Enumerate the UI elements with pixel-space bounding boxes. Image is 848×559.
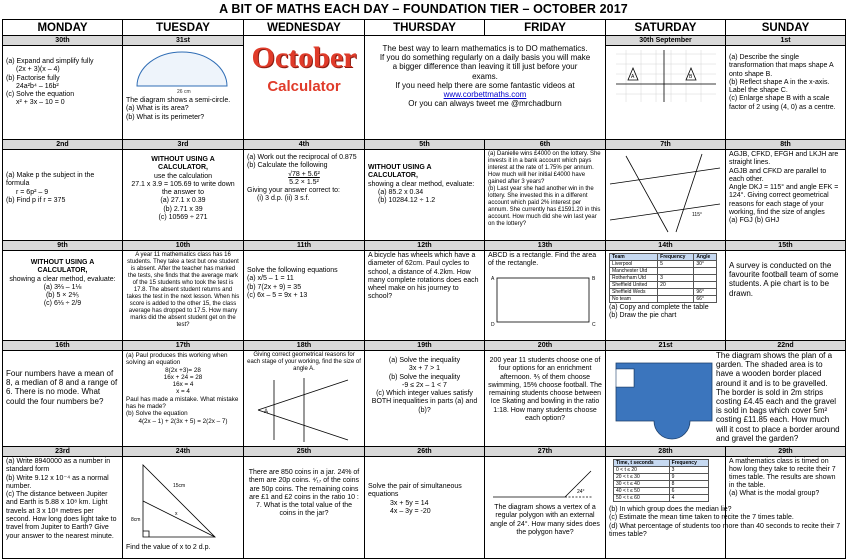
question-text: (a) Expand and simplify fully (2x + 3)(x – 4) (b) Factorise fully 24a²b⁴ – 16b² (c) Solve the equation x² + 3x – 10 = 0 [6,58,94,107]
day-cell [606,36,726,140]
question-text: (a) Describe the single transformation that maps shape A onto shape B. (b) Reflect shape A in the x-axis. Label the shape C. (c) Enlarge shape B with a scale factor of 2 using (4, 0) as a centre. [729,54,836,111]
day-header-wednesday: WEDNESDAY [244,20,365,36]
day-cell [244,241,365,341]
angle-label: 24° [577,489,585,495]
day-cell [726,36,846,140]
vertex-label: D [491,321,495,328]
angle-label: A [264,409,269,415]
parallel-lines-diagram [606,150,724,236]
diameter-label: 26 cm [177,89,191,95]
day-cell [485,447,606,559]
day-header-saturday: SATURDAY [606,20,726,36]
corbettmaths-link[interactable]: www.corbettmaths.com [443,90,527,100]
day-number: 15th [726,241,845,251]
day-cell [726,241,846,341]
day-cell [123,36,244,140]
day-number: 27th [485,447,605,457]
vertex-label: B [592,275,596,282]
right-triangle-diagram [123,457,241,543]
day-cell [365,140,485,241]
day-cell [365,447,485,559]
frequency-table [609,253,717,303]
table-row: 0 < t ≤ 20 3 [614,467,709,474]
vertex-label: A [491,275,495,282]
calendar-grid [2,19,846,559]
day-number: 3rd [123,140,243,150]
question-content: Team Frequency Angle Liverpool 5 30° Manchester Utd Rotherham Utd 3 Sheffield United 20 Sheffield Weds 96° No team 66° (a) Copy and complete the table (b) Draw the pie chart [606,251,725,322]
table-row: 40 < t ≤ 50 6 [614,488,709,495]
day-number: 16th [3,341,122,351]
week-row-1 [3,36,846,140]
polygon-vertex-diagram [485,457,603,503]
day-number: 20th [485,341,605,351]
semicircle-diagram [123,46,241,96]
question-text: WITHOUT USING A CALCULATOR, showing a clear method, evaluate: (a) 3⅔ – 1⅛ (b) 5 × 2⅘ (c) 6⅓ ÷ 2/9 [9,259,116,308]
question-text: Find the value of x to 2 d.p. [126,544,211,551]
question-text: The diagram shows the plan of a garden. The shaded area is to have a wooden border placed around it and is to be gravelled. The border is sold in 2m strips costing £4.45 each and the gravel is sold in bags which cover 5m² costing £11.85 each. How much will it cost to place a border around and gravel the garden? [716,351,840,443]
day-number: 12th [365,241,484,251]
october-logo: October [251,41,357,74]
day-cell [485,341,606,447]
question-text: ABCD is a rectangle. Find the area of the rectangle. [488,252,597,268]
question-content [606,457,725,504]
vertex-label: C [592,321,596,328]
question-text: A survey is conducted on the favourite football team of some students. A pie chart is to be drawn. [729,261,839,298]
day-number-pair [606,341,845,350]
day-number: 24th [123,447,243,457]
week-row-4 [3,341,846,447]
day-cell [3,341,123,447]
rectangle-diagram [485,270,603,330]
day-header-sunday: SUNDAY [726,20,846,36]
question-text: A bicycle has wheels which have a diameter of 62cm. Paul cycles to school, a distance of 4.2km. How many complete rotations does each wheel make on his journey to school? [368,252,479,301]
garden-plan-diagram [612,359,716,427]
day-number: 25th [244,447,364,457]
day-cell [726,447,846,559]
table-row: 30 < t ≤ 40 8 [614,481,709,488]
day-header-friday: FRIDAY [485,20,606,36]
question-text: (a) Make p the subject in the formula r = 6p² – 9 (b) Find p if r = 375 [6,172,95,204]
question-text: (a) Work out the reciprocal of 0.875 (b) Calculate the following √78 + 5.6² 5.2 × 1.5² Giving your answer correct to: (i) 3 d.p. (ii) 3 s.f. [247,154,357,203]
coordinate-grid-diagram [606,46,724,106]
day-number: 21st [606,341,726,351]
day-cell [606,241,726,341]
frequency-table [613,459,709,502]
intro-message: The best way to learn mathematics is to DO mathematics. If you do something regularly on a daily basis you will make a bigger difference than leaving it till just before your exams. If you need help there are some fantastic videos at www.corbettmaths.com Or you can always tweet me @mrchadburn [379,44,591,109]
side-label: 15cm [173,483,186,489]
table-row: No team 66° [610,296,717,303]
day-number: 17th [123,341,243,351]
day-header-tuesday: TUESDAY [123,20,244,36]
day-number: 6th [485,140,605,150]
day-cell [485,241,606,341]
day-cell [123,341,244,447]
day-cell [123,140,244,241]
question-text: Four numbers have a mean of 8, a median of 8 and a range of 6. There is no mode. What could the four numbers be? [6,369,118,406]
day-cell [3,241,123,341]
intro-message-cell [365,36,606,140]
table-header-row: Team Frequency Angle [610,254,717,261]
day-number: 4th [244,140,364,150]
day-header-monday: MONDAY [3,20,123,36]
table-row: Manchester Utd [610,268,717,275]
day-number: 22nd [726,341,845,351]
question-text: WITHOUT USING A CALCULATOR, showing a clear method, evaluate: (a) 85.2 x 0.34 (b) 10284.12 ÷ 1.2 [368,164,475,205]
day-cell [3,36,123,140]
question-text: (a) Paul produces this working when solving an equation 8(2x +3)= 28 16x + 24 = 28 16x = 4 x = 4 Paul has made a mistake. What mistake has he made? (b) Solve the equation 4(2x – 1) + 2(3x + 5) = 2(2x – 7) [126,352,239,425]
side-label: x [175,511,178,517]
day-cell [365,341,485,447]
day-number: 14th [606,241,725,251]
day-number: 5th [365,140,484,150]
day-number: 26th [365,447,484,457]
day-cell [726,140,846,241]
day-number: 1st [726,36,845,46]
garden-question-cell [606,341,846,447]
page-title: A BIT OF MATHS EACH DAY – FOUNDATION TIER – OCTOBER 2017 [219,2,628,16]
day-cell [365,241,485,341]
day-number: 31st [123,36,243,46]
question-text: A mathematics class is timed on how long they take to recite their 7 times table. The results are shown in the table. (a) What is the modal group? [729,458,836,497]
table-row: Sheffield United 20 [610,282,717,289]
calculator-label: Calculator [267,78,341,95]
day-number: 29th [726,447,845,457]
day-cell [244,140,365,241]
question-text: Giving correct geometrical reasons for each stage of your working, find the size of angle A. [247,352,361,372]
day-number: 10th [123,241,243,251]
question-text: Solve the following equations (a) x/5 – 1 = 11 (b) 7(2x + 9) = 35 (c) 6x – 5 = 9x + 13 [247,267,338,299]
day-header-thursday: THURSDAY [365,20,485,36]
question-text: There are 850 coins in a jar. 24% of them are 20p coins. ⁴⁄₁₇ of the coins are 50p coins. The remaining coins are £1 and £2 coins in the ratio 10 : 7. What is the total value of the coins in the jar? [248,469,360,518]
angle-triangle-diagram [244,374,362,446]
day-number: 2nd [3,140,122,150]
day-number: 23rd [3,447,122,457]
day-cell [244,341,365,447]
week-row-2 [3,140,846,241]
week-row-3 [3,241,846,341]
table-row: Rotherham Utd 3 [610,275,717,282]
question-text: The diagram shows a vertex of a regular polygon with an external angle of 24°. How many sides does the polygon have? [490,504,600,536]
shape-b-label: B [689,74,693,80]
question-text: Solve the pair of simultaneous equations 3x + 5y = 14 4x – 3y = -20 [368,483,462,515]
table-row: 50 < t ≤ 60 4 [614,495,709,502]
question-text: WITHOUT USING A CALCULATOR, use the calculation 27.1 x 3.9 = 105.69 to write down the answer to (a) 27.1 x 0.39 (b) 2.71 x 39 (c) 10569 ÷ 271 [131,156,235,222]
day-cell [485,140,606,241]
table-row: Liverpool 5 30° [610,261,717,268]
question-text: (a) Danielle wins £4000 on the lottery. She invests it in a bank account which pays interest at the rate of 1.75% per annum. How much will her initial £4000 have gained after 3 years? (b) Last year she had another win in the lottery. She invested this in a different account which paid 2% interest per annum. She currently has £1591.20 in this account. How much did she win last year on the lottery? [488,151,601,227]
day-number: 7th [606,140,725,150]
question-text: (a) Solve the inequality 3x + 7 > 1 (b) Solve the inequality -9 ≤ 2x – 1 < 7 (c) Which integer values satisfy BOTH inequalities in parts (a) and (b)? [371,357,478,414]
table-header-row: Time, t seconds Frequency [614,460,709,467]
day-number: 30th [3,36,122,46]
day-number: 30th September [606,36,725,46]
day-number: 9th [3,241,122,251]
shape-a-label: A [631,74,635,80]
day-cell [123,447,244,559]
day-number: 8th [726,140,845,150]
question-text: AGJB, CFKD, EFGH and LKJH are straight lines. AGJB and CFKD are parallel to each other. Angle DKJ = 115° and angle EFK = 124°. Giving correct geometrical reasons for each stage of your working, find the size of angles (a) FGJ (b) GHJ [729,151,839,225]
angle-label: 115° [692,212,702,218]
day-header-row [3,20,846,36]
question-text: 200 year 11 students choose one of four options for an enrichment afternoon. ⅗ of them choose swimming, 15% choose football. The remaining students choose between Ice Skating and bowling in the ratio 1:18. How many students choose each option? [488,357,602,423]
question-text: The diagram shows a semi-circle. (a) What is its area? (b) What is its perimeter? [126,97,231,121]
month-logo-cell [244,36,365,140]
day-cell [3,447,123,559]
question-text: (b) In which group does the median lie? (c) Estimate the mean time taken to recite the 7 times table. (d) What percentage of students too more than 40 seconds to recite their 7 times table? [609,506,841,538]
table-row: 20 < t ≤ 30 9 [614,474,709,481]
day-number: 28th [606,447,725,457]
day-number: 18th [244,341,364,351]
side-label: 8cm [131,517,141,523]
question-text: (a) Write 8940000 as a number in standard form (b) Write 9.12 x 10⁻⁴ as a normal number. (c) The distance between Jupiter and Earth is 5.88 x 10⁸ km. Light travels at 3 x 10⁸ metres per second. How long does light take to travel from Jupiter to Earth? Give your answer to the nearest minute. [6,458,117,540]
day-number: 11th [244,241,364,251]
question-text: A year 11 mathematics class has 16 students. They take a test but one student is absent. After the teacher has marked the tests, she finds that the average mark of the 15 students who took the test is 17.8. The absent student returns and takes the test in the next lesson. When his score is added to the other 15, the class average has dropped to 17.5. How many marks did the absent student get on the test? [126,252,240,328]
week-row-5 [3,447,846,559]
day-number: 13th [485,241,605,251]
day-cell [244,447,365,559]
day-cell [3,140,123,241]
table-row: Sheffield Weds 96° [610,289,717,296]
day-cell [606,140,726,241]
day-cell [123,241,244,341]
day-number: 19th [365,341,484,351]
